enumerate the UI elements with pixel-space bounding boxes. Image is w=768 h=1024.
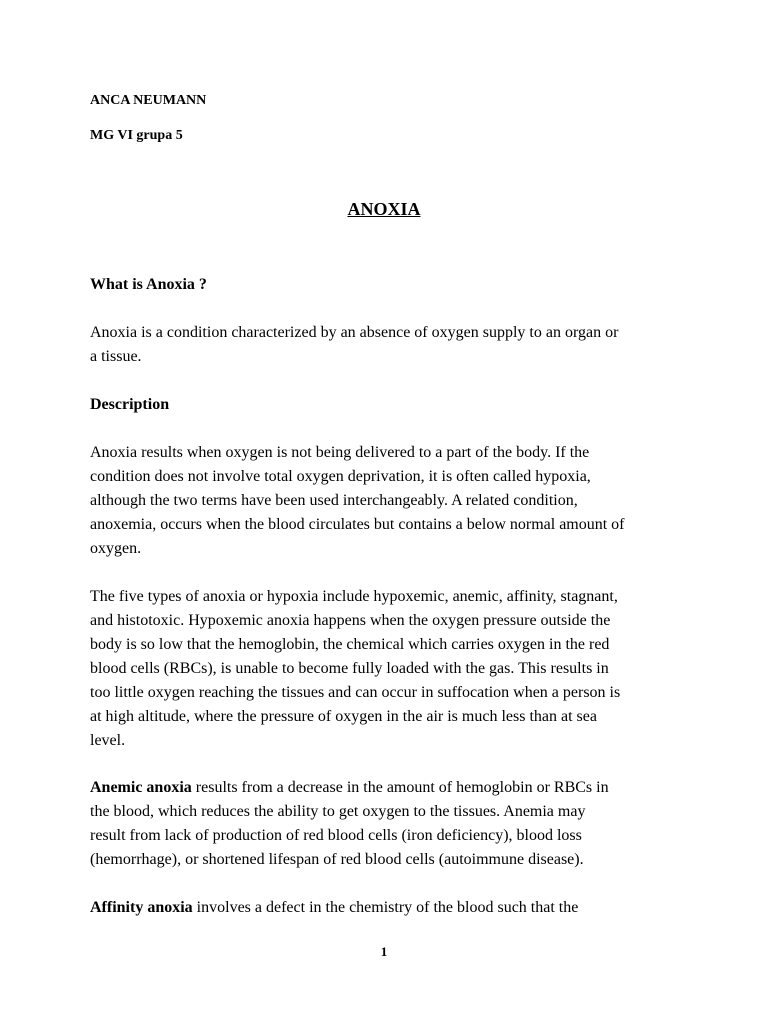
- text-line: the blood, which reduces the ability to get oxygen to the tissues. Anemia may: [90, 803, 586, 820]
- affinity-anoxia-paragraph: [90, 896, 690, 920]
- text-line: blood cells (RBCs), is unable to become fully loaded with the gas. This results in: [90, 660, 609, 677]
- term-affinity-anoxia: Affinity anoxia: [90, 899, 193, 916]
- definition-paragraph: [90, 321, 690, 369]
- description-paragraph-2: [90, 585, 690, 753]
- text-line: [90, 896, 690, 920]
- text-line: (hemorrhage), or shortened lifespan of red blood cells (autoimmune disease).: [90, 851, 584, 868]
- student-group: MG VI grupa 5: [90, 128, 183, 143]
- text-line: at high altitude, where the pressure of oxygen in the air is much less than at sea: [90, 708, 597, 725]
- text-line: condition does not involve total oxygen deprivation, it is often called hypoxia,: [90, 468, 591, 485]
- author-name: ANCA NEUMANN: [90, 93, 207, 108]
- text-run: involves a defect in the chemistry of the blood such that the: [192, 899, 579, 916]
- text-line: level.: [90, 732, 126, 749]
- page-number: 1: [380, 944, 388, 959]
- text-line: Anoxia is a condition characterized by an absence of oxygen supply to an organ or: [90, 324, 619, 341]
- document-title: ANOXIA: [347, 199, 421, 219]
- description-paragraph-1: [90, 441, 690, 561]
- text-line: The five types of anoxia or hypoxia include hypoxemic, anemic, affinity, stagnant,: [90, 588, 618, 605]
- text-line: a tissue.: [90, 348, 142, 365]
- anemic-anoxia-paragraph: [90, 776, 690, 872]
- text-line: [90, 776, 690, 800]
- text-line: Anoxia results when oxygen is not being delivered to a part of the body. If the: [90, 444, 590, 461]
- heading-text: Description: [90, 396, 170, 413]
- section-heading-what-is: [90, 273, 690, 297]
- heading-text: What is Anoxia ?: [90, 276, 207, 293]
- text-line: anoxemia, occurs when the blood circulates but contains a below normal amount of: [90, 516, 625, 533]
- text-line: body is so low that the hemoglobin, the chemical which carries oxygen in the red: [90, 636, 610, 653]
- text-line: too little oxygen reaching the tissues and can occur in suffocation when a person is: [90, 684, 621, 701]
- text-run: results from a decrease in the amount of hemoglobin or RBCs in: [191, 779, 609, 796]
- text-line: result from lack of production of red blood cells (iron deficiency), blood loss: [90, 827, 582, 844]
- section-heading-description: [90, 393, 690, 417]
- text-line: and histotoxic. Hypoxemic anoxia happens when the oxygen pressure outside the: [90, 612, 611, 629]
- text-line: although the two terms have been used interchangeably. A related condition,: [90, 492, 578, 509]
- text-line: oxygen.: [90, 540, 142, 557]
- term-anemic-anoxia: Anemic anoxia: [90, 779, 192, 796]
